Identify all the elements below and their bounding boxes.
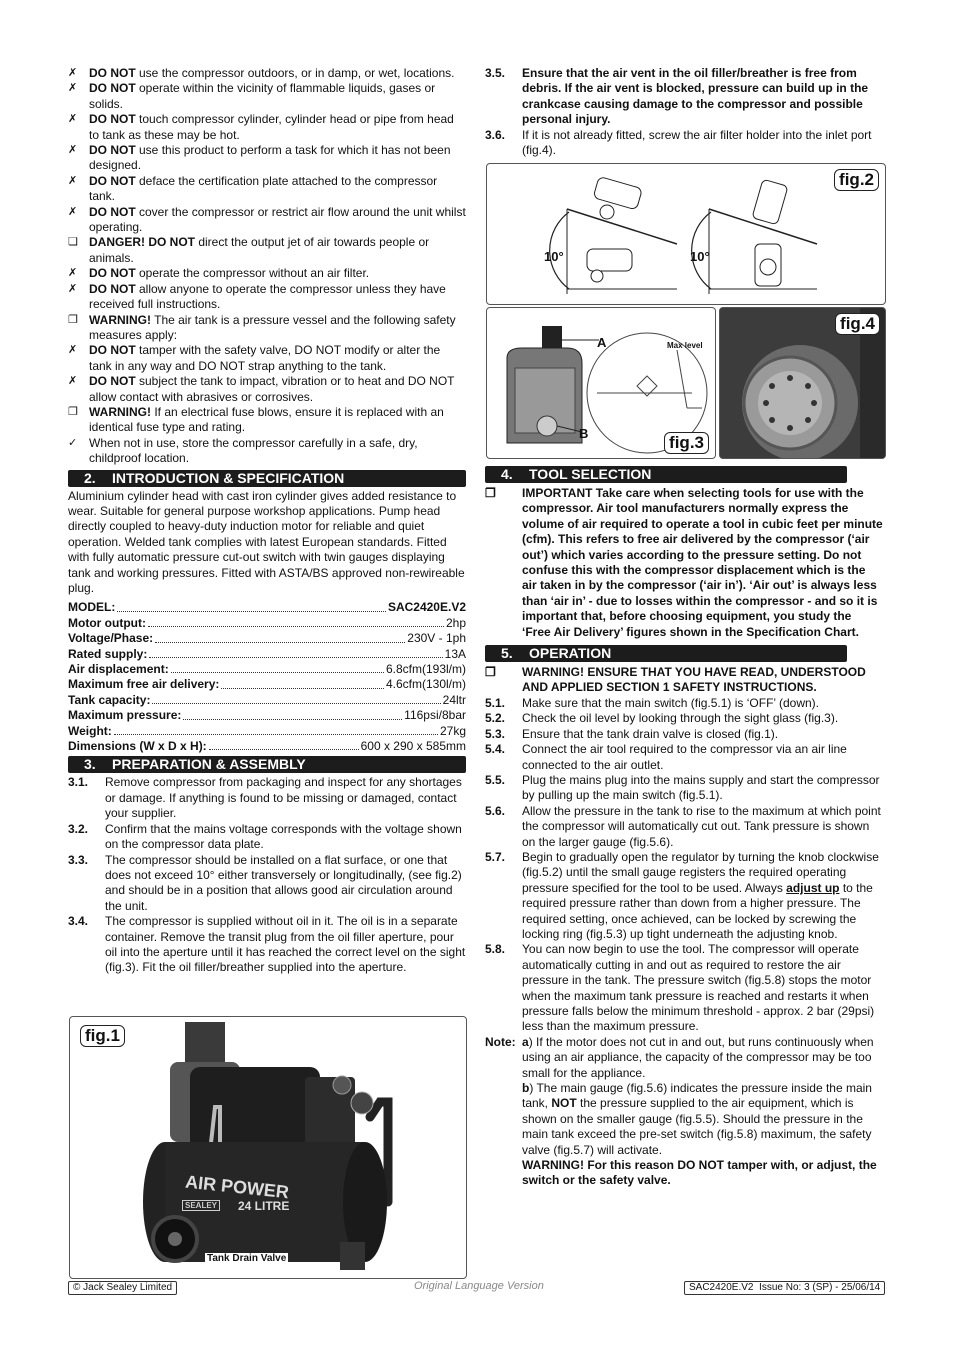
safety-emphasis: DO NOT [89,266,136,281]
bullet-icon: ✓ [68,436,78,449]
right-column-top [485,66,883,158]
tank-drain-valve-caption: Tank Drain Valve [207,1253,287,1264]
checkbox-icon: ❐ [485,486,496,500]
spec-label: Maximum pressure: [68,708,182,723]
figure-2-label: fig.2 [834,169,879,191]
step-number: 3.2. [68,821,89,836]
note-warning [522,1158,883,1189]
safety-item [68,266,466,281]
section-number: 2. [84,469,96,486]
note-b [522,1081,883,1158]
spec-label: Motor output: [68,615,146,630]
step-item [485,850,883,942]
left-column [68,66,466,976]
step-text: Remove compressor from packaging and inspect for any shortages or damage. If anything is found to be missing or damaged, contact your supplier. [105,775,462,821]
step-number: 5.1. [485,695,506,710]
step-text: Ensure that the tank drain valve is closed (fig.1). [522,726,779,741]
step-text: If it is not already fitted, screw the air filter holder into the inlet port (fig.4). [522,127,872,158]
compressor-illustration [70,1017,466,1278]
spec-value: 4.6cfm(130l/m) [385,677,466,692]
bullet-icon: ✗ [68,344,78,357]
step-text: Confirm that the mains voltage corresponds with the voltage shown on the compressor data plate. [105,821,462,852]
safety-text: If an electrical fuse blows, ensure it is replaced with an identical fuse type and rating. [89,404,444,435]
spec-value: 600 x 290 x 585mm [360,739,466,754]
step-text: The compressor is supplied without oil in it. The oil is in a separate container. Remove the transit plug from the oil filler aperture, pour oil into the aperture until it has reached the correct level on the sight (fig.3). Fit the oil filler/breather supplied into the aperture. [105,914,466,975]
spec-leader [209,739,359,750]
preparation-steps [68,775,466,975]
note-b-label: b [522,1081,530,1096]
safety-text: deface the certification plate attached to the compressor tank. [89,173,438,204]
note-warning-text: WARNING! For this reason DO NOT tamper with, or adjust, the switch or the safety valve. [522,1158,877,1188]
right-column-bottom [485,464,883,1189]
spec-leader [114,724,438,735]
spec-leader [155,631,405,642]
safety-item [68,436,466,467]
step-item [485,711,883,726]
spec-value: 27kg [439,723,466,738]
safety-emphasis: DO NOT [89,173,136,188]
spec-row [68,708,466,723]
bullet-icon: ✗ [68,174,78,187]
section-title: OPERATION [529,645,612,662]
step-item [485,727,883,742]
safety-emphasis: DO NOT [89,204,136,219]
figure-4-air-filter [719,307,886,459]
figure-1-compressor [69,1016,467,1279]
step-underline: adjust up [786,880,840,895]
operation-warning [485,665,883,696]
spec-label: Dimensions (W x D x H): [68,739,207,754]
safety-text: use the compressor outdoors, or in damp, or wet, locations. [135,66,455,80]
checkbox-icon: ❐ [485,665,496,680]
figure-2-incline [486,163,886,305]
spec-label: MODEL: [68,600,116,615]
step-number: 5.7. [485,849,506,864]
angle-label-right: 10° [690,249,710,264]
footer-copyright: © Jack Sealey Limited [68,1281,177,1295]
oil-filler-label-a: A [597,335,607,350]
sight-glass-label-b: B [579,426,589,441]
step-text: Allow the pressure in the tank to rise to the maximum at which point the compressor will automatically cut out. Tank pressure is shown on the larger gauge (fig.5.6). [522,803,881,849]
note-label: Note: [485,1034,516,1049]
brand-label: AIR POWER [184,1171,290,1203]
section-heading-tool-selection [485,466,847,483]
spec-row [68,647,466,662]
step-item [485,942,883,1034]
note-a-label: a [522,1034,529,1049]
spec-table [68,600,466,754]
safety-text: tamper with the safety valve, DO NOT modify or alter the tank in any way and DO NOT strap anything to the tank. [89,343,441,373]
spec-value: 230V - 1ph [407,631,466,646]
step-text: Plug the mains plug into the mains supply and start the compressor by pulling up the main switch (fig.5.1). [522,772,880,803]
safety-emphasis: WARNING! [89,404,151,419]
figure-3-label: fig.3 [664,432,709,454]
step-number: 5.4. [485,742,506,757]
figure-3-oil-level [486,307,716,459]
step-number: 3.6. [485,127,506,142]
spec-value: 24ltr [442,692,466,707]
bullet-icon: ✗ [68,82,78,95]
bullet-icon: ✗ [68,267,78,280]
section-heading-introduction [68,470,466,487]
step-item [485,128,883,159]
operation-warning-text: WARNING! ENSURE THAT YOU HAVE READ, UNDERSTOOD AND APPLIED SECTION 1 SAFETY INSTRUCTIONS. [522,665,866,695]
step-text: Begin to gradually open the regulator by turning the knob clockwise (fig.5.2) until the small gauge registers the required operating pressure specified for the tool to be used. Always [522,849,879,895]
safety-emphasis: DO NOT [89,374,136,389]
bullet-icon: ✗ [68,67,78,79]
spec-label: Air displacement: [68,662,169,677]
safety-text: use this product to perform a task for which it has not been designed. [89,143,451,173]
intro-paragraph: Aluminium cylinder head with cast iron cylinder gives added resistance to wear. Suitable for general purpose workshop applications. Pump head directly coupled to heavy-duty induction motor for reliable and quiet operation. Welded tank complies with latest European standards. Fitted with fully automatic pressure cut-out switch with twin gauges displaying tank and working pressures. Fitted with ASTA/BS approved non-rewireable plug. [68,488,465,595]
safety-emphasis: DO NOT [89,343,136,358]
angle-label-left: 10° [544,249,564,264]
safety-emphasis: DANGER! DO NOT [89,235,195,250]
incline-illustration [487,164,885,304]
section-number: 4. [501,466,513,482]
safety-emphasis: DO NOT [89,143,136,158]
spec-row [68,616,466,631]
spec-leader [148,616,444,627]
safety-item [68,66,466,81]
safety-emphasis: DO NOT [89,112,136,127]
section-title: PREPARATION & ASSEMBLY [112,756,306,773]
bullet-icon: ❐ [68,313,78,326]
section-title: INTRODUCTION & SPECIFICATION [112,469,345,486]
safety-item [68,112,466,143]
sealey-label: SEALEY [182,1200,220,1211]
safety-emphasis: WARNING! [89,312,151,327]
section-number: 3. [84,756,96,773]
spec-value: 2hp [445,615,466,630]
footer-issue: SAC2420E.V2 Issue No: 3 (SP) - 25/06/14 [684,1281,885,1295]
max-level-label: Max level [667,341,703,350]
spec-leader [221,677,384,688]
step-item [485,742,883,773]
spec-row [68,631,466,646]
spec-label: Weight: [68,723,112,738]
spec-value: 13A [444,646,466,661]
step-text: You can now begin to use the tool. The compressor will operate automatically cutting in and out as required to restore the air pressure in the tank. The pressure switch (fig.5.8) stops the motor when the maximum tank pressure is reached and restarts it when pressure falls below the minimum threshold - approx. 2 bar (29psi) less than the maximum pressure. [522,942,875,1034]
step-item [68,914,466,976]
safety-item [68,143,466,174]
spec-value: 6.8cfm(193l/m) [385,662,466,677]
operation-steps [485,696,883,1035]
spec-value: 116psi/8bar [404,708,466,723]
spec-value: SAC2420E.V2 [387,600,466,615]
step-item [68,853,466,915]
safety-list [68,66,466,467]
spec-row [68,600,466,615]
spec-row [68,677,466,692]
step-item [68,775,466,821]
safety-text: subject the tank to impact, vibration or to heat and DO NOT allow contact with abrasives or corrosives. [89,374,455,404]
step-text: Make sure that the main switch (fig.5.1) is ‘OFF’ (down). [522,695,819,710]
spec-row [68,662,466,677]
safety-text: touch compressor cylinder, cylinder head or pipe from head to tank as these may be hot. [89,112,454,142]
spec-row [68,693,466,708]
step-number: 5.3. [485,726,506,741]
spec-label: Rated supply: [68,646,148,661]
safety-item [68,235,466,266]
step-number: 3.5. [485,66,506,80]
spec-leader [152,693,440,704]
spec-row [68,724,466,739]
step-text: The compressor should be installed on a flat surface, or one that does not exceed 10° either transversely or longitudinally, (see fig.2) and should be in a position that allows good air circulation around the unit. [105,852,462,913]
section-title: TOOL SELECTION [529,466,652,482]
safety-item [68,282,466,313]
step-number: 5.8. [485,942,506,957]
section-heading-operation [485,645,847,662]
safety-text: When not in use, store the compressor carefully in a safe, dry, childproof location. [89,435,418,466]
preparation-steps-continued [485,66,883,158]
figure-4-label: fig.4 [835,313,880,335]
tool-selection-text: IMPORTANT Take care when selecting tools for use with the compressor. Air tool manufacturers normally express the volume of air required to operate a tool in cubic feet per minute (cfm). This refers to free air delivered by the compressor (‘air out’) which varies according to the pressure setting. Do not confuse this with the compressor displacement which is the air taken in by the compressor (‘air in’). ‘Air out’ is always less than ‘air in’ - due to losses within the compressor - and so it is important that, before choosing equipment, you study the ‘Free Air Delivery’ figures shown in the Specification Chart. [522,486,883,639]
safety-item [68,174,466,205]
note-a [522,1035,883,1081]
safety-text: allow anyone to operate the compressor unless they have received full instructions. [89,281,446,312]
safety-text: direct the output jet of air towards people or animals. [89,235,430,265]
safety-text: The air tank is a pressure vessel and the following safety measures apply: [89,312,456,342]
safety-item [68,343,466,374]
bullet-icon: ✗ [68,375,78,388]
step-item [68,822,466,853]
note-b-bold: NOT [551,1096,577,1111]
step-text: Connect the air tool required to the compressor via an air line connected to the air outlet. [522,742,847,772]
bullet-icon: ✗ [68,205,78,218]
step-item [485,696,883,711]
spec-leader [183,708,402,719]
bullet-icon: ✗ [68,144,78,157]
capacity-label: 24 LITRE [238,1199,290,1213]
safety-emphasis: DO NOT [89,81,136,96]
safety-emphasis: DO NOT [89,66,136,80]
safety-item [68,313,466,344]
spec-leader [171,662,384,673]
safety-emphasis: DO NOT [89,281,136,296]
section-number: 5. [501,645,513,662]
spec-leader [117,600,386,611]
step-text-2: to the required pressure rather than down from a higher pressure. The required setting, once achieved, can be locked by screwing the locking ring (fig.5.3) up tight underneath the adjusting knob. [522,880,873,941]
figure-1-label: fig.1 [80,1025,125,1047]
step-number: 3.3. [68,852,89,867]
step-number: 3.1. [68,775,89,790]
step-number: 5.2. [485,711,506,726]
step-number: 5.6. [485,803,506,818]
note-b-text-1: ) The main gauge (fig.5.6) indicates the pressure inside the main tank, [522,1081,872,1111]
spec-row [68,739,466,754]
operation-note [485,1035,883,1189]
safety-item [68,374,466,405]
safety-item [68,81,466,112]
spec-label: Maximum free air delivery: [68,677,220,692]
spec-label: Voltage/Phase: [68,631,154,646]
step-number: 3.4. [68,914,89,929]
footer-language-note: Original Language Version [414,1280,544,1292]
note-a-text: ) If the motor does not cut in and out, but runs continuously when using an air appliance, the capacity of the compressor may be too small for the appliance. [522,1034,874,1080]
step-text: Check the oil level by looking through the sight glass (fig.3). [522,711,839,726]
safety-item [68,205,466,236]
note-b-text-2: the pressure supplied to the air equipment, which is shown on the smaller gauge (fig.5.5). Should the pressure in the main tank exceed the pre-set switch (fig.5.8) maximum, the safety valve (fig.5.7) will activate. [522,1096,872,1157]
bullet-icon: ❐ [68,405,78,418]
spec-leader [149,647,442,658]
step-item [485,66,883,128]
safety-text: operate the compressor without an air filter. [135,266,370,281]
step-item [485,804,883,850]
bullet-icon: ❏ [68,236,78,249]
step-text: Ensure that the air vent in the oil filler/breather is free from debris. If the air vent is blocked, pressure can build up in the crankcase causing damage to the compressor and possible personal injury. [522,66,869,127]
step-item [485,773,883,804]
spec-label: Tank capacity: [68,692,151,707]
safety-text: operate within the vicinity of flammable liquids, gases or solids. [89,81,436,111]
safety-text: cover the compressor or restrict air flow around the unit whilst operating. [89,204,466,235]
bullet-icon: ✗ [68,282,78,295]
safety-item [68,405,466,436]
tool-selection-note [485,486,883,640]
bullet-icon: ✗ [68,113,78,126]
step-number: 5.5. [485,772,506,787]
section-heading-preparation [68,756,466,773]
